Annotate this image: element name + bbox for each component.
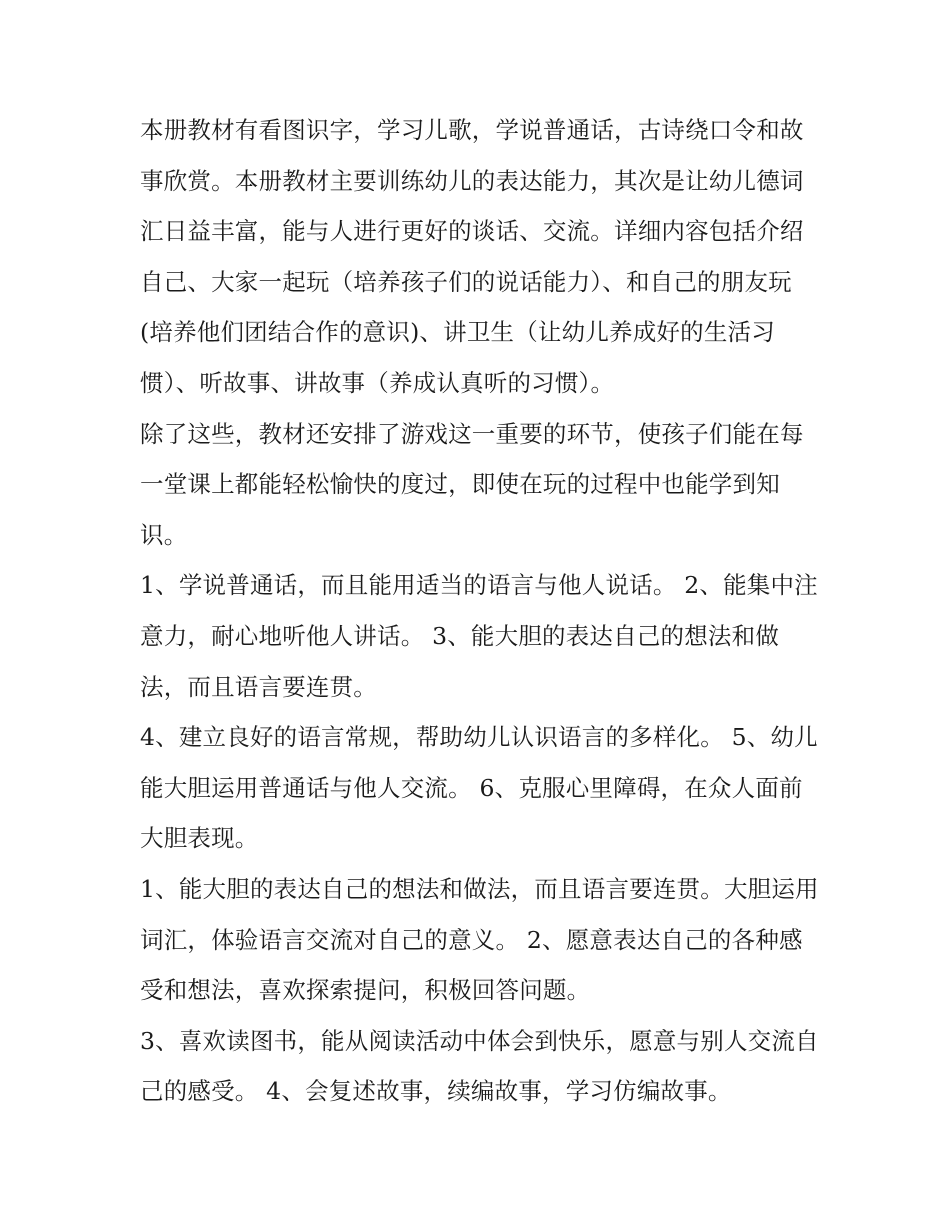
- paragraph-goals-4-6: 4、建立良好的语言常规，帮助幼儿认识语言的多样化。 5、幼儿能大胆运用普通话与他人交流。 6、克服心里障碍，在众人面前大胆表现。: [140, 723, 818, 853]
- paragraph-games: 除了这些，教材还安排了游戏这一重要的环节，使孩子们能在每一堂课上都能轻松愉快的度过，即使在玩的过程中也能学到知识。: [140, 419, 804, 549]
- paragraph-textbook-overview: 本册教材有看图识字，学习儿歌，学说普通话，古诗绕口令和故事欣赏。本册教材主要训练幼儿的表达能力，其次是让幼儿德词汇日益丰富，能与人进行更好的谈话、交流。详细内容包括介绍自己、大家一起玩（培养孩子们的说话能力）、和自己的朋友玩(培养他们团结合作的意识)、讲卫生（让幼儿养成好的生活习惯）、听故事、讲故事（养成认真听的习惯）。: [140, 116, 804, 397]
- paragraph-goals-1-3: 1、学说普通话，而且能用适当的语言与他人说话。 2、能集中注意力，耐心地听他人讲话。 3、能大胆的表达自己的想法和做法，而且语言要连贯。: [140, 571, 818, 701]
- document-body: [140, 105, 820, 1117]
- paragraph-objectives-1-2: 1、能大胆的表达自己的想法和做法，而且语言要连贯。大胆运用词汇，体验语言交流对自己的意义。 2、愿意表达自己的各种感受和想法，喜欢探索提问，积极回答问题。: [140, 874, 819, 1005]
- paragraph-objectives-3-4: 3、喜欢读图书，能从阅读活动中体会到快乐，愿意与别人交流自己的感受。 4、会复述故事，续编故事，学习仿编故事。: [140, 1026, 819, 1106]
